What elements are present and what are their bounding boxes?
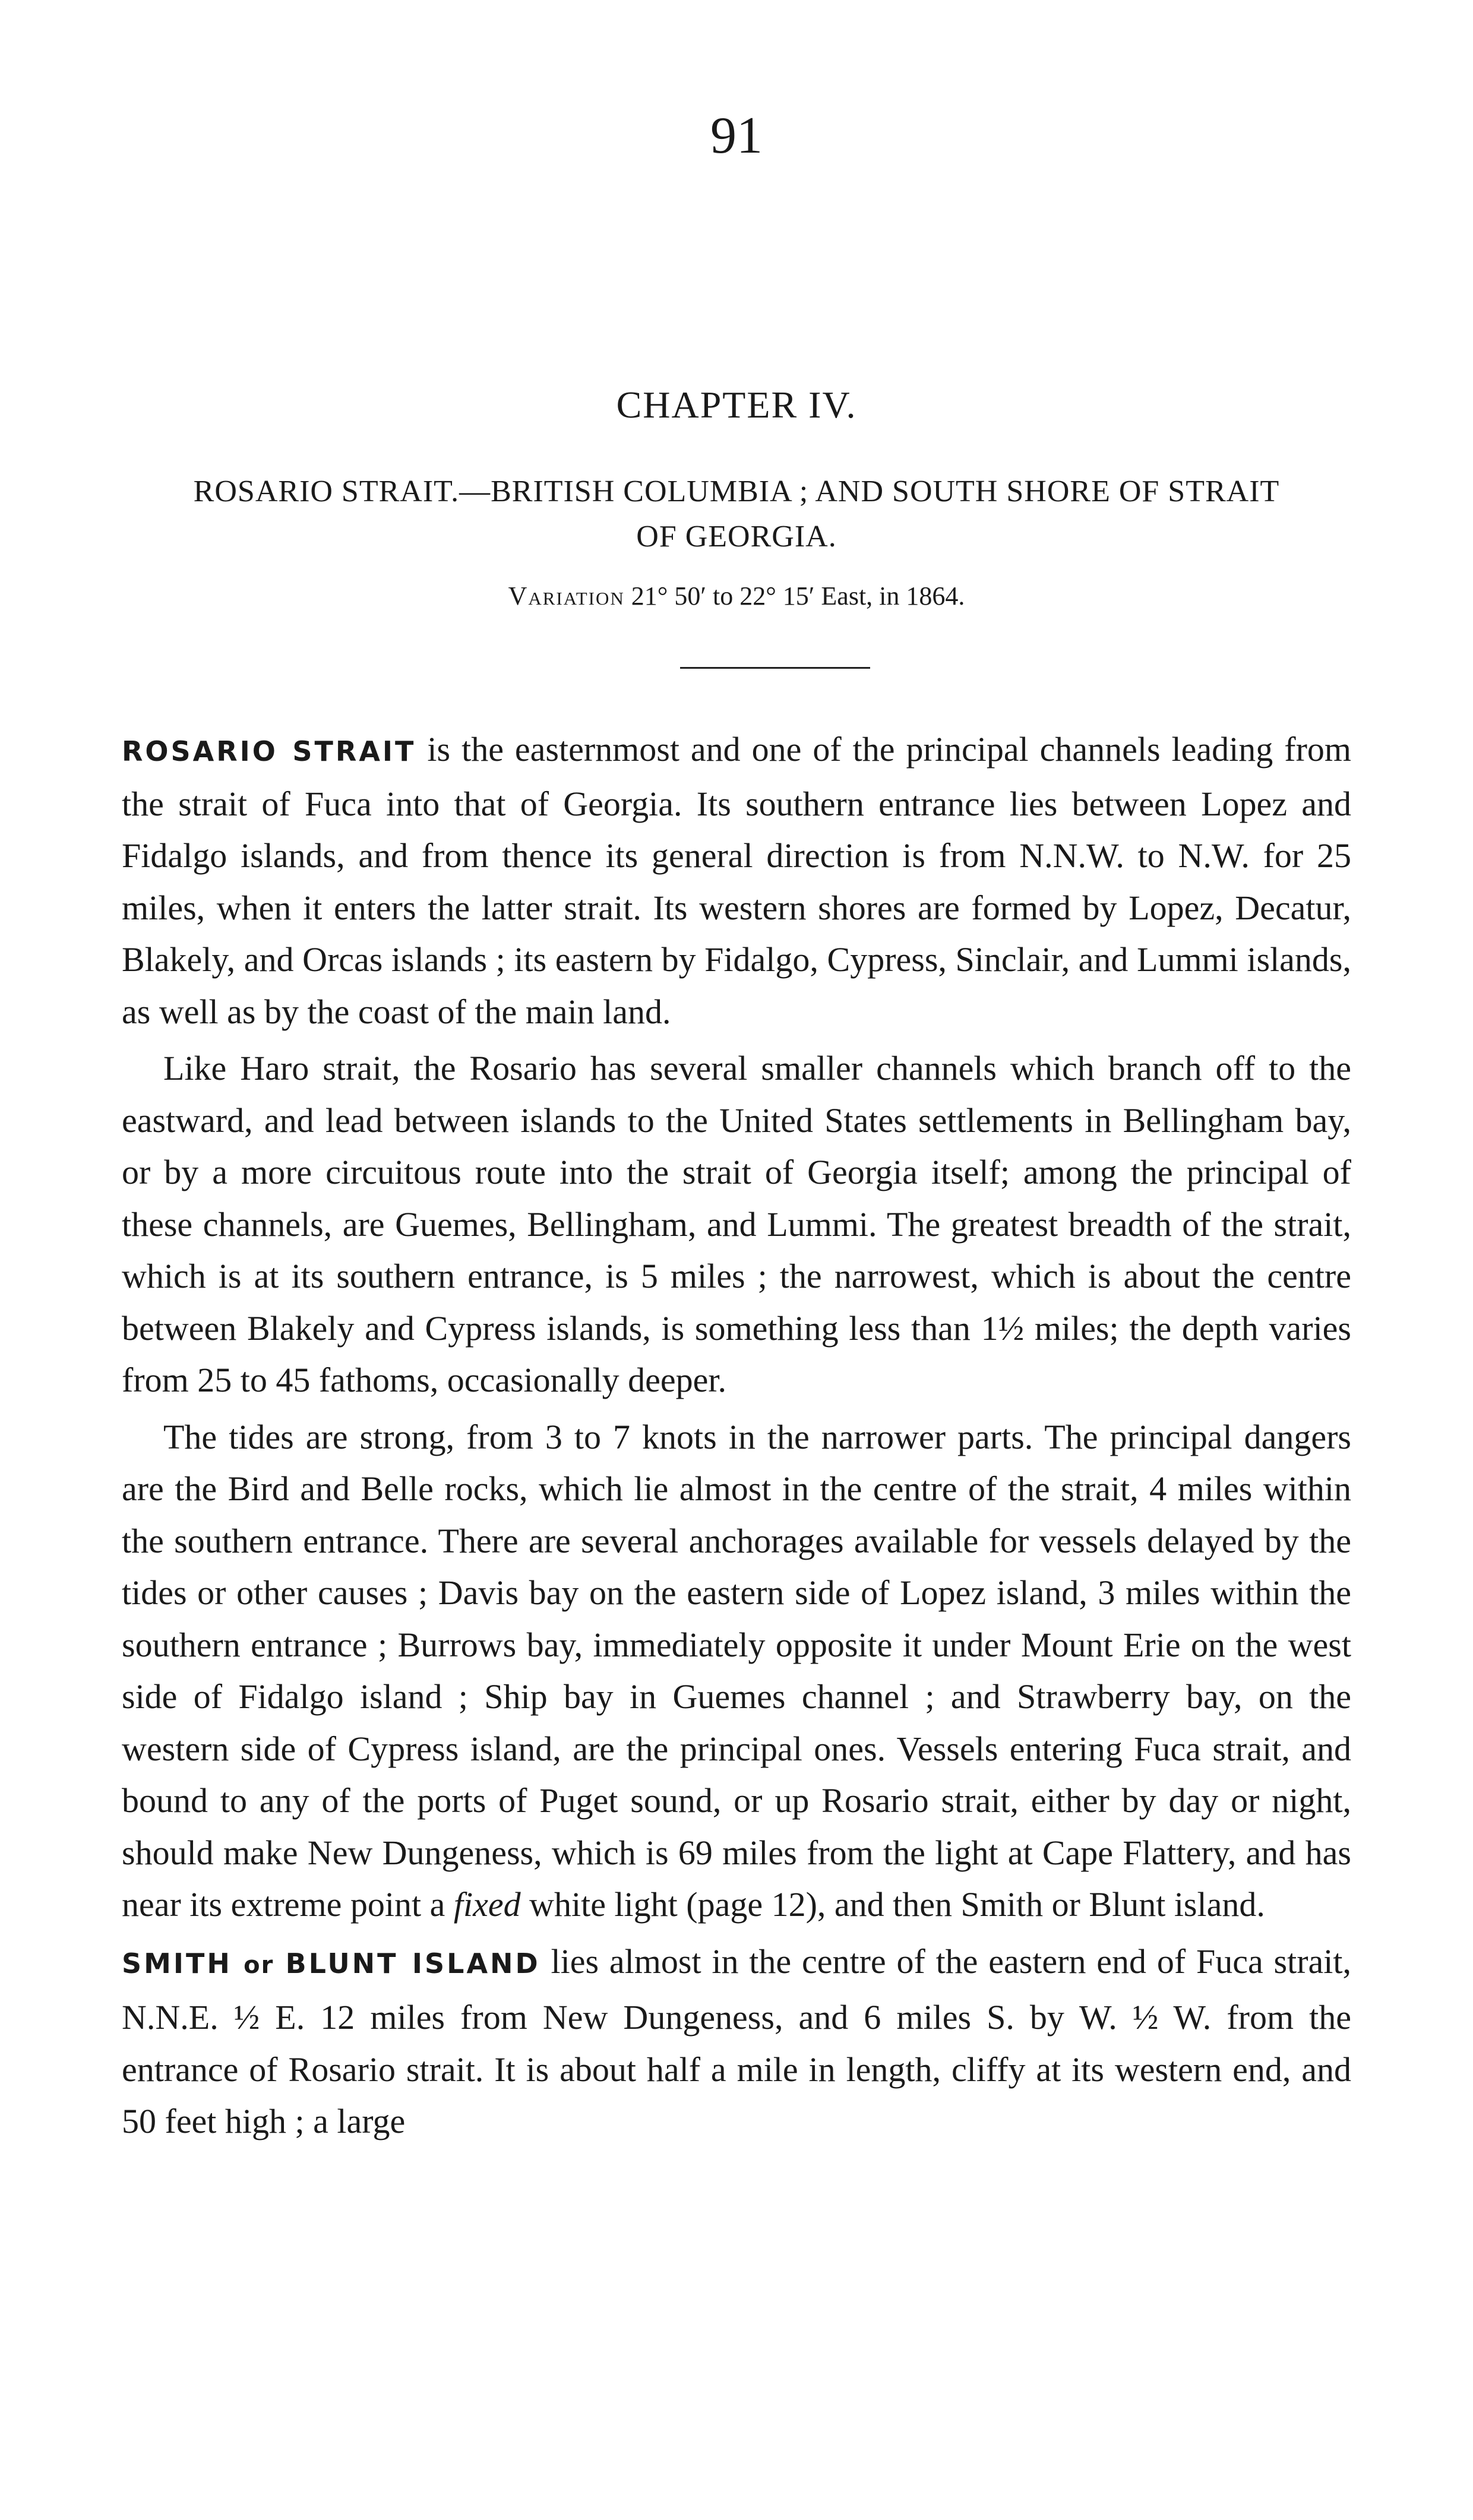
- paragraph-text: is the easternmost and one of the principal channels leading from the strait of Fuca into that of Georgia. Its southern entrance lies between Lopez and Fidalgo islands, and from thence its general direction is from N.N.W. to N.W. for 25 miles, when it enters the latter strait. Its western shores are formed by Lopez, Decatur, Blakely, and Orcas islands ; its eastern by Fidalgo, Cypress, Sinclair, and Lummi islands, as well as by the coast of the main land.: [122, 730, 1351, 1031]
- variation-text: 21° 50′ to 22° 15′ East, in 1864.: [624, 581, 965, 611]
- paragraph-text: lies almost in the centre of the eastern end of Fuca strait, N.N.E. ½ E. 12 miles from New Dungeness, and 6 miles S. by W. ½ W. from the entrance of Rosario strait. It is about half a mile in length, cliffy at its western end, and 50 feet high ; a large: [122, 1942, 1351, 2140]
- paragraph-haro-strait: [122, 1042, 1351, 1406]
- paragraph-text: The tides are strong, from 3 to 7 knots in the narrower parts. The principal dangers are the Bird and Belle rocks, which lie almost in the centre of the strait, 4 miles within the southern entrance. There are several anchorages available for vessels delayed by the tides or other causes ; Davis bay on the eastern side of Lopez island, 3 miles within the southern entrance ; Burrows bay, immediately opposite it under Mount Erie on the west side of Fidalgo island ; Ship bay in Guemes channel ; and Strawberry bay, on the western side of Cypress island, are the principal ones. Vessels entering Fuca strait, and bound to any of the ports of Puget sound, or up Rosario strait, either by day or night, should make New Dungeness, which is 69 miles from the light at Cape Flattery, and has near its extreme point a: [122, 1417, 1351, 1924]
- paragraph-heading: ROSARIO STRAIT: [122, 735, 416, 767]
- paragraph-rosario-strait: [122, 723, 1351, 1038]
- paragraph-heading-connector: or: [232, 1951, 286, 1979]
- chapter-title: CHAPTER IV.: [616, 384, 857, 426]
- paragraph-smith-island: [122, 1936, 1351, 2148]
- chapter-subtitle: ROSARIO STRAIT.—BRITISH COLUMBIA ; AND SOUTH SHORE OF STRAIT OF GEORGIA.: [193, 475, 1280, 554]
- variation-label: Variation: [508, 581, 625, 611]
- page-number: 91: [710, 107, 763, 165]
- variation-note: [0, 583, 1473, 609]
- section-divider: [680, 667, 870, 669]
- paragraph-heading: BLUNT ISLAND: [285, 1947, 540, 1980]
- italic-term: fixed: [453, 1885, 521, 1924]
- paragraph-text: white light (page 12), and then Smith or Blunt island.: [520, 1885, 1265, 1924]
- paragraph-text: Like Haro strait, the Rosario has several smaller channels which branch off to the eastward, and lead between islands to the United States settlements in Bellingham bay, or by a more circuitous route into the strait of Georgia itself; among the principal of these channels, are Guemes, Bellingham, and Lummi. The greatest breadth of the strait, which is at its southern entrance, is 5 miles ; the narrowest, which is about the centre between Blakely and Cypress islands, is something less than 1½ miles; the depth varies from 25 to 45 fathoms, occasionally deeper.: [122, 1049, 1351, 1399]
- paragraph-heading: SMITH: [122, 1947, 232, 1980]
- paragraph-tides: [122, 1411, 1351, 1931]
- body-text: [122, 723, 1351, 2152]
